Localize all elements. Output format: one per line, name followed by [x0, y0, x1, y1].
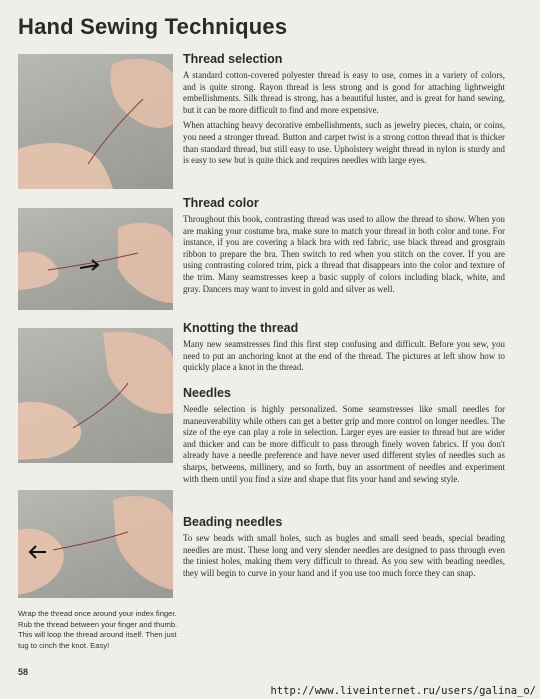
section-paragraph: Throughout this book, contrasting thread was used to allow the thread to show. When you are making your costume bra, make sure to match your thread in both color and tone. For instance, if you are covering a black bra with red fabric, use black thread and grosgrain ribbon to prepare the bra. Then switch to red when you stitch on the cover. If you are using contrasting colored trim, pick a thread that disappears into the color and texture of the trim. Many seamstresses keep a basic supply of colors including black, white, and gray. Dancers may want to invest in gold and silver as well.	[183, 214, 505, 294]
section-title: Knotting the thread	[183, 321, 299, 335]
page-title: Hand Sewing Techniques	[18, 14, 288, 39]
section-beading-needles	[183, 515, 505, 583]
page-number: 58	[18, 667, 29, 677]
section-paragraph: Needle selection is highly personalized. Some seamstresses like small needles for maneuverability while others can get a better grip and more control on longer needles. The size of the eye can play a role in selection. Larger eyes are easier to thread but are wider and thicker and can be more difficult to pass through finely woven fabrics. If you don't already have a needle preference and have never used different styles of needles such as sharps, betweens, millinery, and so forth, buy an assortment of needles and experiment with them until you find a size and shape that fits your hand and sewing style.	[183, 404, 505, 484]
section-title: Thread selection	[183, 52, 283, 66]
photo-caption: Wrap the thread once around your index finger. Rub the thread between your finger and thumb. This will loop the thread around itself. Then just tug to cinch the knot. Easy!	[18, 609, 178, 650]
thread-cinch-photo	[18, 490, 173, 598]
section-thread-selection	[183, 52, 505, 171]
section-paragraph: When attaching heavy decorative embellishments, such as jewelry pieces, chain, or coins, you need a stronger thread. Button and carpet twist is a strong cotton thread that is thicker than standard thread, but still easy to use. Upholstery weight thread in nylon is sturdy and is easy to sew but is quite thick and requires needles with large eyes.	[183, 120, 505, 166]
section-title: Beading needles	[183, 515, 283, 529]
thread-loop-photo	[18, 328, 173, 463]
section-title: Needles	[183, 386, 231, 400]
watermark-url: http://www.liveinternet.ru/users/galina_o/	[270, 685, 536, 697]
section-paragraph: Many new seamstresses find this first step confusing and difficult. Before you sew, you need to put an anchoring knot at the end of the thread. The pictures at left show how to quickly place a knot in the thread.	[183, 339, 505, 373]
section-paragraph: A standard cotton-covered polyester thread is easy to use, comes in a variety of colors, and is quite strong. Rayon thread is less strong and is good for attaching lightweight embellishments. Silk thread is strong, has a beautiful luster, and is great for hand sewing, but it can be more difficult to find and more expensive.	[183, 70, 505, 115]
thread-wrap-photo	[18, 54, 173, 189]
section-thread-color	[183, 196, 505, 299]
thread-rub-photo	[18, 208, 173, 310]
section-needles	[183, 386, 505, 489]
section-knotting-thread	[183, 321, 505, 378]
section-title: Thread color	[183, 196, 259, 210]
section-paragraph: To sew beads with small holes, such as bugles and small seed beads, special beading needles are must. These long and very slender needles are designed to pass through even the tiniest holes, making them very difficult to thread. As you sew with beading needles, they will begin to curve in your hand and if you use too much force they can snap.	[183, 533, 505, 578]
